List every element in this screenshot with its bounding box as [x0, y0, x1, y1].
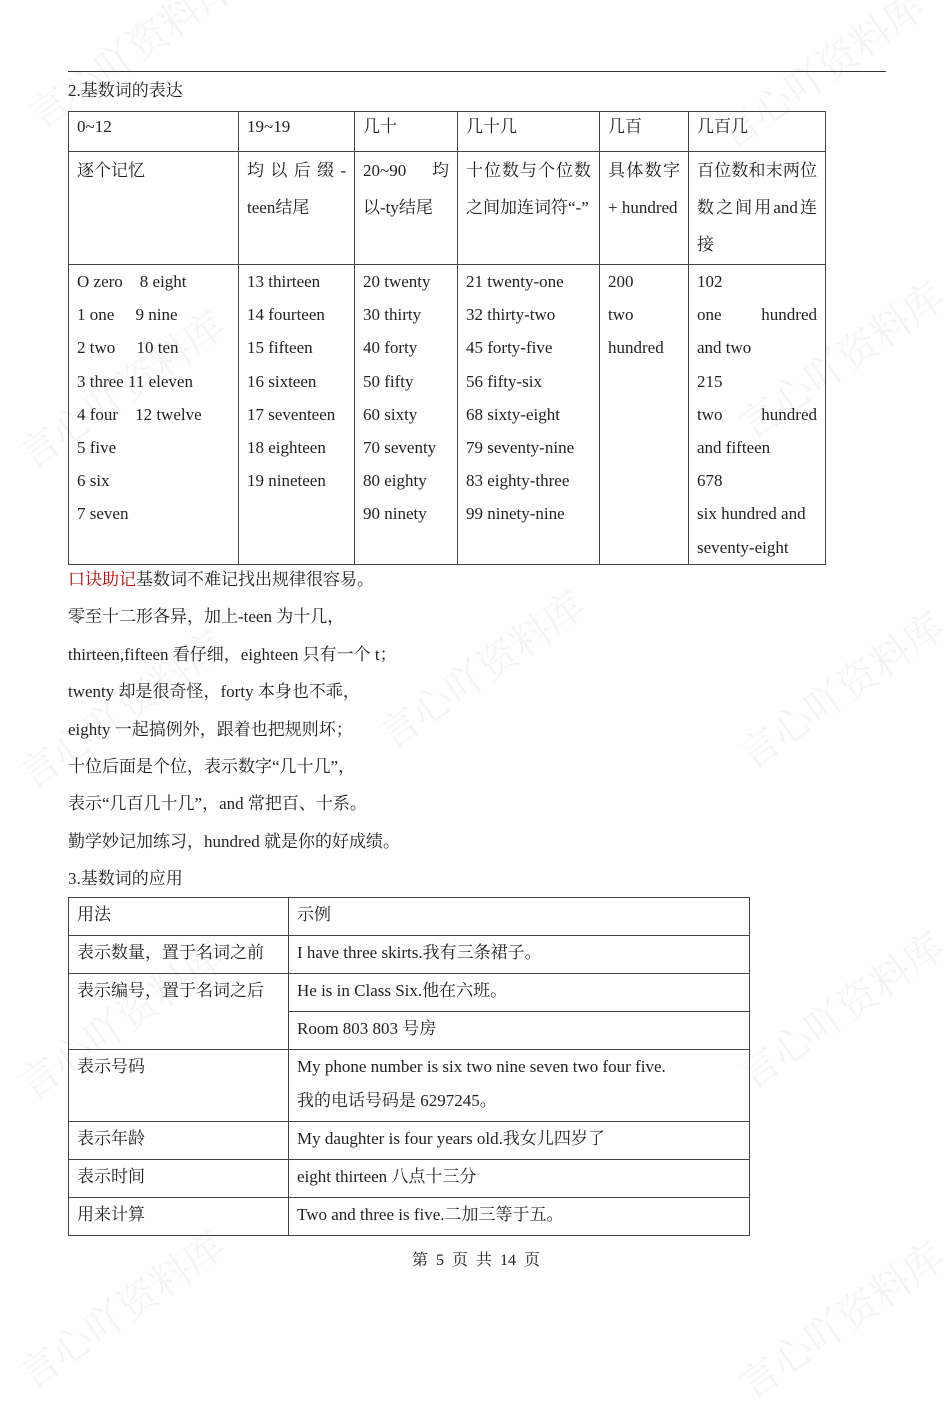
examples-cell — [458, 265, 600, 565]
usage-cell: 表示号码 — [69, 1050, 289, 1122]
example-line: 678 — [697, 471, 723, 491]
example-line: 60 sixty — [363, 404, 418, 424]
cardinal-expression-table — [68, 111, 826, 565]
example-line: 83 eighty-three — [466, 471, 570, 491]
section-3-title: 3.基数词的应用 — [68, 869, 183, 889]
example-line: 80 eighty — [363, 471, 427, 491]
example-line: seventy-eight — [697, 537, 789, 557]
examples-cell — [689, 265, 826, 565]
example-line: one hundred — [697, 305, 817, 325]
mnemonic-label: 口诀助记 — [68, 570, 136, 589]
mnemonic-line: twenty 却是很奇怪，forty 本身也不乖， — [68, 682, 360, 702]
example-line: 5 five — [77, 438, 117, 458]
rule-cell: 十位数与个位数之间加连词符“-” — [458, 152, 600, 265]
rule-cell: 百位数和末两位数之间用and连接 — [689, 152, 826, 265]
usage-cell: 表示时间 — [69, 1160, 289, 1198]
example-cell: Room 803 803 号房 — [289, 1012, 750, 1050]
header-cell: 几百几 — [689, 112, 826, 152]
example-line: 6 six — [77, 471, 110, 491]
header-cell: 几十 — [355, 112, 458, 152]
example-line: 20 twenty — [363, 272, 431, 291]
mnemonic-line: 表示“几百几十几”，and 常把百、十系。 — [68, 794, 367, 814]
example-line: 30 thirty — [363, 305, 422, 325]
usage-cell: 表示年龄 — [69, 1122, 289, 1160]
example-line: two — [608, 305, 634, 325]
header-rule — [68, 71, 886, 72]
example-line: My phone number is six two nine seven two four five. — [297, 1057, 666, 1076]
example-line: six hundred and — [697, 504, 806, 524]
mnemonic-line: 十位后面是个位，表示数字“几十几”， — [68, 757, 356, 777]
example-line: 215 — [697, 371, 723, 391]
example-line: 50 fifty — [363, 371, 414, 391]
example-line: 56 fifty-six — [466, 371, 543, 391]
example-line: 4 four 12 twelve — [77, 404, 202, 424]
examples-cell — [355, 265, 458, 565]
example-line: 16 sixteen — [247, 371, 317, 391]
example-line: O zero 8 eight — [77, 272, 187, 291]
header-cell: 几百 — [600, 112, 689, 152]
example-line: 2 two 10 ten — [77, 338, 179, 358]
example-line: 14 fourteen — [247, 305, 325, 325]
example-line: 1 one 9 nine — [77, 305, 178, 325]
example-line: 79 seventy-nine — [466, 438, 575, 458]
example-line: 102 — [697, 272, 723, 291]
example-cell: eight thirteen 八点十三分 — [289, 1160, 750, 1198]
examples-cell — [239, 265, 355, 565]
cardinal-usage-table — [68, 897, 750, 1236]
example-line: 90 ninety — [363, 504, 427, 524]
example-line: 15 fifteen — [247, 338, 313, 358]
example-line: 45 forty-five — [466, 338, 553, 358]
header-cell: 几十几 — [458, 112, 600, 152]
rule-cell: 均以后缀-teen结尾 — [239, 152, 355, 265]
rule-cell: 20~90 均以-ty结尾 — [355, 152, 458, 265]
examples-cell — [600, 265, 689, 565]
example-line: 17 seventeen — [247, 404, 336, 424]
mnemonic-line: 基数词不难记找出规律很容易。 — [136, 570, 374, 589]
rule-cell: 逐个记忆 — [69, 152, 239, 265]
example-line: hundred — [608, 338, 664, 358]
example-line: 我的电话号码是 6297245。 — [297, 1091, 497, 1110]
rule-cell: 具体数字 + hundred — [600, 152, 689, 265]
example-line: 13 thirteen — [247, 272, 321, 291]
example-line: 200 — [608, 272, 634, 291]
header-cell: 示例 — [289, 898, 750, 936]
example-cell — [289, 1050, 750, 1122]
example-line: 40 forty — [363, 338, 418, 358]
example-line: 99 ninety-nine — [466, 504, 565, 524]
example-line: and two — [697, 338, 752, 358]
header-cell: 19~19 — [239, 112, 355, 152]
example-line: 19 nineteen — [247, 471, 326, 491]
example-line: and fifteen — [697, 438, 771, 458]
example-line: 3 three 11 eleven — [77, 371, 193, 391]
header-cell: 用法 — [69, 898, 289, 936]
usage-cell: 用来计算 — [69, 1198, 289, 1236]
example-line: 32 thirty-two — [466, 305, 556, 325]
example-cell: My daughter is four years old.我女儿四岁了 — [289, 1122, 750, 1160]
example-line: two hundred — [697, 404, 817, 424]
usage-cell: 表示数量，置于名词之前 — [69, 936, 289, 974]
usage-cell: 表示编号，置于名词之后 — [69, 974, 289, 1050]
mnemonic-line: 零至十二形各异，加上-teen 为十几， — [68, 607, 345, 627]
mnemonic-block — [68, 561, 400, 898]
header-cell: 0~12 — [69, 112, 239, 152]
example-line: 68 sixty-eight — [466, 404, 560, 424]
section-2-title: 2.基数词的表达 — [68, 81, 183, 100]
page-footer: 第 5 页 共 14 页 — [411, 1252, 540, 1269]
examples-cell — [69, 265, 239, 565]
example-line: 7 seven — [77, 504, 129, 524]
mnemonic-line: eighty 一起搞例外，跟着也把规则坏； — [68, 719, 353, 739]
example-line: 70 seventy — [363, 438, 437, 458]
mnemonic-line: 勤学妙记加练习，hundred 就是你的好成绩。 — [68, 831, 400, 851]
example-line: 21 twenty-one — [466, 272, 564, 291]
example-cell: I have three skirts.我有三条裙子。 — [289, 936, 750, 974]
example-line: 18 eighteen — [247, 438, 326, 458]
example-cell: Two and three is five.二加三等于五。 — [289, 1198, 750, 1236]
example-cell: He is in Class Six.他在六班。 — [289, 974, 750, 1012]
mnemonic-line: thirteen,fifteen 看仔细，eighteen 只有一个 t； — [68, 644, 397, 664]
